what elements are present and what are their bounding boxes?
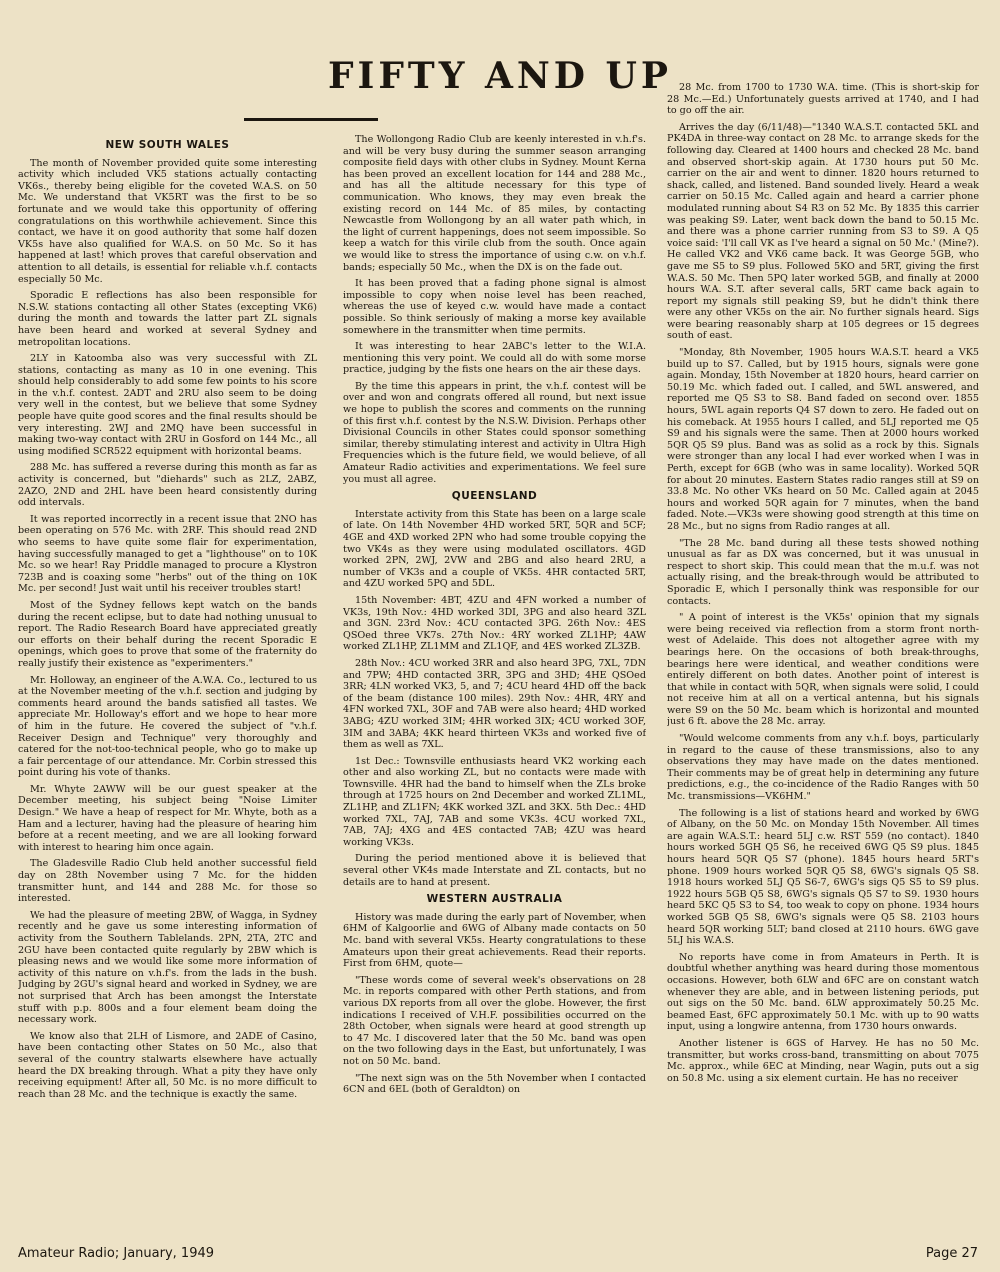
paragraph: Sporadic E reflections has also been responsible for N.S.W. stations contacting all other States (excepting VK6) during the month and towards the latter part ZL signals have been heard and worked at several Sydney and metropolitan locations.: [18, 290, 317, 348]
paragraph: The Wollongong Radio Club are keenly interested in v.h.f's. and will be very busy during the summer season arranging composite field days with other clubs in Sydney. Mount Kerna has been proved an excellent location for 144 and 288 Mc., and has all the altitude necessary for this type of communication. Who knows, they may even break the existing record on 144 Mc. of 85 miles, by contacting Newcastle from Wollongong by an all water path which, in the light of current happenings, does not seem impossible. So keep a watch for this virile club from the south. Once again we would like to stress the importance of using c.w. on v.h.f. bands; especially 50 Mc., when the DX is on the fade out.: [343, 134, 646, 273]
paragraph: It was interesting to hear 2ABC's letter to the W.I.A. mentioning this very point. We could all do with some morse practice, judging by the fists one hears on the air these days.: [343, 341, 646, 376]
paragraph: No reports have come in from Amateurs in Perth. It is doubtful whether anything was heard during those momentous occasions. However, both 6LW and 6FC are on constant watch whenever they are able, and in between listening periods, put out sigs on the 50 Mc. band. 6LW approximately 50.25 Mc. beamed East, 6FC approximately 50.1 Mc. with up to 90 watts input, using a longwire antenna, from 1730 hours onwards.: [667, 951, 979, 1033]
title-underline: [244, 118, 378, 121]
paragraph: Arrives the day (6/11/48)—"1340 W.A.S.T. contacted 5KL and PK4DA in three-way contact on 28 Mc. to arrange skeds for the following day. Cleared at 1400 hours and checked 28 Mc. band and observed short-skip again. At 1730 hours put 50 Mc. carrier on the air and went to dinner. 1820 hours returned to shack, called, and listened. Band sounded lively. Heard a weak carrier on 50.15 Mc. Called again and heard a carrier phone modulated running about S4 R3 on 52 Mc. By 1835 this carrier was peaking S9. Later, went back down the band to 50.15 Mc. and there was a phone carrier running from S3 to S9. A Q5 voice said: 'I'll call VK as I've heard a signal on 50 Mc.' (Mine?). He called VK2 and VK6 came back. It was George 5GB, who gave me S5 to S9 plus. Followed 5KO and 5RT, giving the first W.A.S. 50 Mc. Then 5PQ later worked 5GB, and finally at 2000 hours W.A. S.T. after several calls, 5RT came back again to report my signals still peaking S9, but he didn't think there were any other VK5s on the air. No further signals heard. Sigs were bearing reasonably sharp at 105 degrees or 15 degrees south of east.: [667, 121, 979, 342]
paragraph: It has been proved that a fading phone signal is almost impossible to copy when noise level has been reached, whereas the use of keyed c.w. would have made a contact possible. So think seriously of making a morse key available somewhere in the transmitter when time permits.: [343, 278, 646, 336]
paragraph: We know also that 2LH of Lismore, and 2ADE of Casino, have been contacting other States on 50 Mc., also that several of the country stalwarts elsewhere have actually heard the DX breaking through. What a pity they have only receiving equipment! After all, 50 Mc. is no more difficult to reach than 28 Mc. and the technique is exactly the same.: [18, 1030, 317, 1100]
paragraph: Another listener is 6GS of Harvey. He has no 50 Mc. transmitter, but works cross-band, transmitting on about 7075 Mc. approx., while 6EC at Minding, near Wagin, puts out a sig on 50.8 Mc. using a six element curtain. He has no receiver: [667, 1037, 979, 1084]
column-2: [343, 134, 646, 1244]
paragraph: "The 28 Mc. band during all these tests showed nothing unusual as far as DX was concerned, but it was unusual in respect to short skip. This could mean that the m.u.f. was not actually rising, and the break-through would be attributed to Sporadic E, which I personally think was responsible for our contacts.: [667, 537, 979, 607]
paragraph: Mr. Whyte 2AWW will be our guest speaker at the December meeting, his subject being "Noise Limiter Design." We have a heap of respect for Mr. Whyte, both as a Ham and a lecturer, having had the pleasure of hearing him before at a recent meeting, and we are all looking forward with interest to hearing him once again.: [18, 783, 317, 853]
paragraph: By the time this appears in print, the v.h.f. contest will be over and won and congrats offered all round, but next issue we hope to publish the scores and comments on the running of this first v.h.f. contest by the N.S.W. Division. Perhaps other Divisional Councils in other States could sponsor something similar, thereby stimulating interest and activity in Ultra High Frequencies which is the future field, we would believe, of all Amateur Radio activities and experimentations. We feel sure you must all agree.: [343, 380, 646, 485]
section-heading: QUEENSLAND: [451, 490, 538, 503]
paragraph: 28 Mc. from 1700 to 1730 W.A. time. (This is short-skip for 28 Mc.—Ed.) Unfortunately guests arrived at 1740, and I had to go off the air.: [667, 82, 979, 117]
paragraph: History was made during the early part of November, when 6HM of Kalgoorlie and 6WG of Albany made contacts on 50 Mc. band with several VK5s. Hearty congratulations to these Amateurs upon their great achievements. Read their reports. First from 6HM, quote—: [343, 911, 646, 970]
paragraph: 28th Nov.: 4CU worked 3RR and also heard 3PG, 7XL, 7DN and 7PW; 4HD contacted 3RR, 3PG and 3HD; 4HE QSOed 3RR; 4LN worked VK3, 5, and 7; 4CU heard 4HD off the back of the beam (distance 100 miles). 29th Nov.: 4HR, 4RY and 4FN worked 7XL, 3OF and 7AB were also heard; 4HD worked 3ABG; 4ZU worked 3IM; 4HR worked 3IX; 4CU worked 3OF, 3IM and 3ABA; 4KK heard thirteen VK3s and worked five of them as well as 7XL.: [343, 657, 646, 751]
paragraph: The Gladesville Radio Club held another successful field day on 28th November using 7 Mc. for the hidden transmitter hunt, and 144 and 288 Mc. for those so interested.: [18, 858, 317, 905]
section-heading: NEW SOUTH WALES: [105, 139, 230, 151]
paragraph: 2LY in Katoomba also was very successful with ZL stations, contacting as many as 10 in one evening. This should help considerably to add some few points to his score in the v.h.f. contest. 2ADT and 2RU also seem to be doing very well in the contest, but we believe that some Sydney people have quite good scores and the final results should be very interesting. 2WJ and 2MQ have been successful in making two-way contact with 2RU in Gosford on 144 Mc., all using modified SCR522 equipment with horizontal beams.: [18, 353, 317, 457]
paragraph: 1st Dec.: Townsville enthusiasts heard VK2 working each other and also working ZL, but no contacts were made with Townsville. 4HR had the band to himself when the ZLs broke through at 1725 hours on 2nd December and worked ZL1ML, ZL1HP, and ZL1FN; 4KK worked 3ZL and 3KX. 5th Dec.: 4HD worked 7XL, 7AJ, 7AB and some VK3s. 4CU worked 7XL, 7AB, 7AJ; 4XG and 4ES contacted 7AB; 4ZU was heard working VK3s.: [343, 755, 646, 848]
page-title: FIFTY AND UP: [327, 55, 673, 97]
paragraph: The month of November provided quite some interesting activity which included VK5 stations actually contacting VK6s., thereby being eligible for the coveted W.A.S. on 50 Mc. We understand that VK5RT was the first to be so fortunate and we would take this opportunity of offering congratulations on this worthwhile achievement. Since this contact, we have it on good authority that some half dozen VK5s have also qualified for W.A.S. on 50 Mc. So it has happened at last! which proves that careful observation and attention to all details, is essential for reliable v.h.f. contacts especially 50 Mc.: [18, 157, 317, 285]
paragraph: During the period mentioned above it is believed that several other VK4s made Interstate and ZL contacts, but no details are to hand at present.: [343, 853, 646, 888]
paragraph: Mr. Holloway, an engineer of the A.W.A. Co., lectured to us at the November meeting of the v.h.f. section and judging by comments heard around the bands satisfied all tastes. We appreciate Mr. Holloway's effort and we hope to hear more of him in the future. He covered the subject of "v.h.f. Receiver Design and Technique" very thoroughly and catered for the not-too-technical people, who go to make up a fair percentage of our attendance. Mr. Corbin stressed this point during his vote of thanks.: [18, 674, 317, 779]
paragraph: "Monday, 8th November, 1905 hours W.A.S.T. heard a VK5 build up to S7. Called, but by 1915 hours, signals were gone again. Monday, 15th November at 1820 hours, heard carrier on 50.19 Mc. which faded out. I called, and 5WL answered, and reported me Q5 S3 to S8. Band faded on second over. 1855 hours, 5WL again reports Q4 S7 down to zero. He faded out on his comeback. At 1955 hours I called, and 5LJ reported me Q5 S9 and his signals were the same. Then at 2000 hours worked 5QR Q5 S9 plus. Band was as solid as a rock by this. Signals were stronger than any local I had ever worked when I was in Perth, except for 6GB (who was in same locality). Worked 5QR for about 20 minutes. Eastern States radio ranges still at S9 on 33.8 Mc. No other VKs heard on 50 Mc. Called again at 2045 hours and worked 5QR again for 7 minutes, when the band faded. Note.—VK3s were showing good strength at this time on 28 Mc., but no signs from Radio ranges at all.: [667, 347, 979, 532]
section-heading: WESTERN AUSTRALIA: [426, 893, 563, 906]
footer-publication: Amateur Radio; January, 1949: [18, 1246, 215, 1261]
paragraph: It was reported incorrectly in a recent issue that 2NO has been operating on 576 Mc. with 2RF. This should read 2ND who seems to have quite some flair for experimentation, having successfully managed to get a "lighthouse" on to 10K Mc. so we hear! Ray Priddle managed to procure a Klystron 723B and is coaxing some "herbs" out of the thing on 10K Mc. per second! Just wait until his receiver troubles start!: [18, 513, 317, 595]
column-1: [18, 134, 317, 1244]
paragraph: 15th November: 4BT, 4ZU and 4FN worked a number of VK3s, 19th Nov.: 4HD worked 3DI, 3PG and also heard 3ZL and 3GN. 23rd Nov.: 4CU contacted 3PG. 26th Nov.: 4ES QSOed three VK7s. 27th Nov.: 4RY worked ZL1HP; 4AW worked ZL1HP, ZL1MM and ZL1QF, and 4ES worked ZL3ZB.: [343, 594, 646, 653]
paragraph: 288 Mc. has suffered a reverse during this month as far as activity is concerned, but "diehards" such as 2LZ, 2ABZ, 2AZO, 2ND and 2HL have been heard consistently during odd intervals.: [18, 462, 317, 509]
paragraph: "Would welcome comments from any v.h.f. boys, particularly in regard to the cause of these transmissions, also to any observations they may have made on the dates mentioned. Their comments may be of great help in determining any future predictions, e.g., the co-incidence of the Radio Ranges with 50 Mc. transmissions—VK6HM.": [667, 733, 979, 803]
paragraph: "The next sign was on the 5th November when I contacted 6CN and 6EL (both of Geraldton) on: [343, 1072, 646, 1096]
paragraph: "These words come of several week's observations on 28 Mc. in reports compared with other Perth stations, and from various DX reports from all over the globe. However, the first indications I received of V.H.F. possibilities occurred on the 28th October, when signals were heard at good strength up to 47 Mc. I discovered later that the 50 Mc. band was open on the two following days in the East, but unfortunately, I was not on 50 Mc. band.: [343, 974, 646, 1067]
paragraph: Most of the Sydney fellows kept watch on the bands during the recent eclipse, but to date had nothing unusual to report. The Radio Research Board have appreciated greatly our efforts on their behalf during the recent Sporadic E openings, which goes to prove that some of the fraternity do really justify their existence as "experimenters.": [18, 599, 317, 669]
column-3: [667, 82, 979, 1192]
paragraph: " A point of interest is the VK5s' opinion that my signals were being received via reflection from a storm front north-west of Adelaide. This does not altogether agree with my bearings here. On the occasions of both break-throughs, bearings here were identical, and weather conditions were entirely different on both dates. Another point of interest is that while in contact with 5QR, when signals were solid, I could not receive him at all on a vertical antenna, but his signals were S9 on the 50 Mc. beam which is horizontal and mounted just 6 ft. above the 28 Mc. array.: [667, 612, 979, 728]
page-number: Page 27: [925, 1246, 978, 1261]
paragraph: We had the pleasure of meeting 2BW, of Wagga, in Sydney recently and he gave us some interesting information of activity from the Southern Tablelands. 2PN, 2TA, 2TC and 2GU have been contacted quite regularly by 2BW which is pleasing news and we would like some more information of activity of this nature on v.h.f's. from the lads in the bush. Judging by 2GU's signal heard and worked in Sydney, we are not surprised that Arch has been amongst the Interstate stuff with p.p. 800s and a four element beam doing the necessary work.: [18, 909, 317, 1026]
paragraph: The following is a list of stations heard and worked by 6WG of Albany, on the 50 Mc. on Monday 15th November. All times are again W.A.S.T.: heard 5LJ c.w. RST 559 (no contact). 1840 hours worked 5GH Q5 S6, he received 6WG Q5 S9 plus. 1845 hours heard 5QR Q5 S7 (phone). 1845 hours heard 5RT's phone. 1909 hours worked 5QR Q5 S8, 6WG's signals Q5 S8. 1918 hours worked 5LJ Q5 S6-7, 6WG's sigs Q5 S5 to S9 plus. 1922 hours 5GB Q5 S8, 6WG's signals Q5 S7 to S9. 1930 hours heard 5KC Q5 S3 to S4, too weak to copy on phone. 1934 hours worked 5GB Q5 S8, 6WG's signals were Q5 S8. 2103 hours heard 5QR working 5LT; band closed at 2110 hours. 6WG gave 5LJ his W.A.S.: [667, 807, 979, 947]
paragraph: Interstate activity from this State has been on a large scale of late. On 14th November 4HD worked 5RT, 5QR and 5CF; 4GE and 4XD worked 2PN who had some trouble copying the two VK4s as they were using modulated oscillators. 4GD worked 2PN, 2WJ, 2VW and 2BG and also heard 2RU, a number of VK3s and a couple of VK5s. 4HR contacted 5RT, and 4ZU worked 5PQ and 5DL.: [343, 508, 646, 590]
